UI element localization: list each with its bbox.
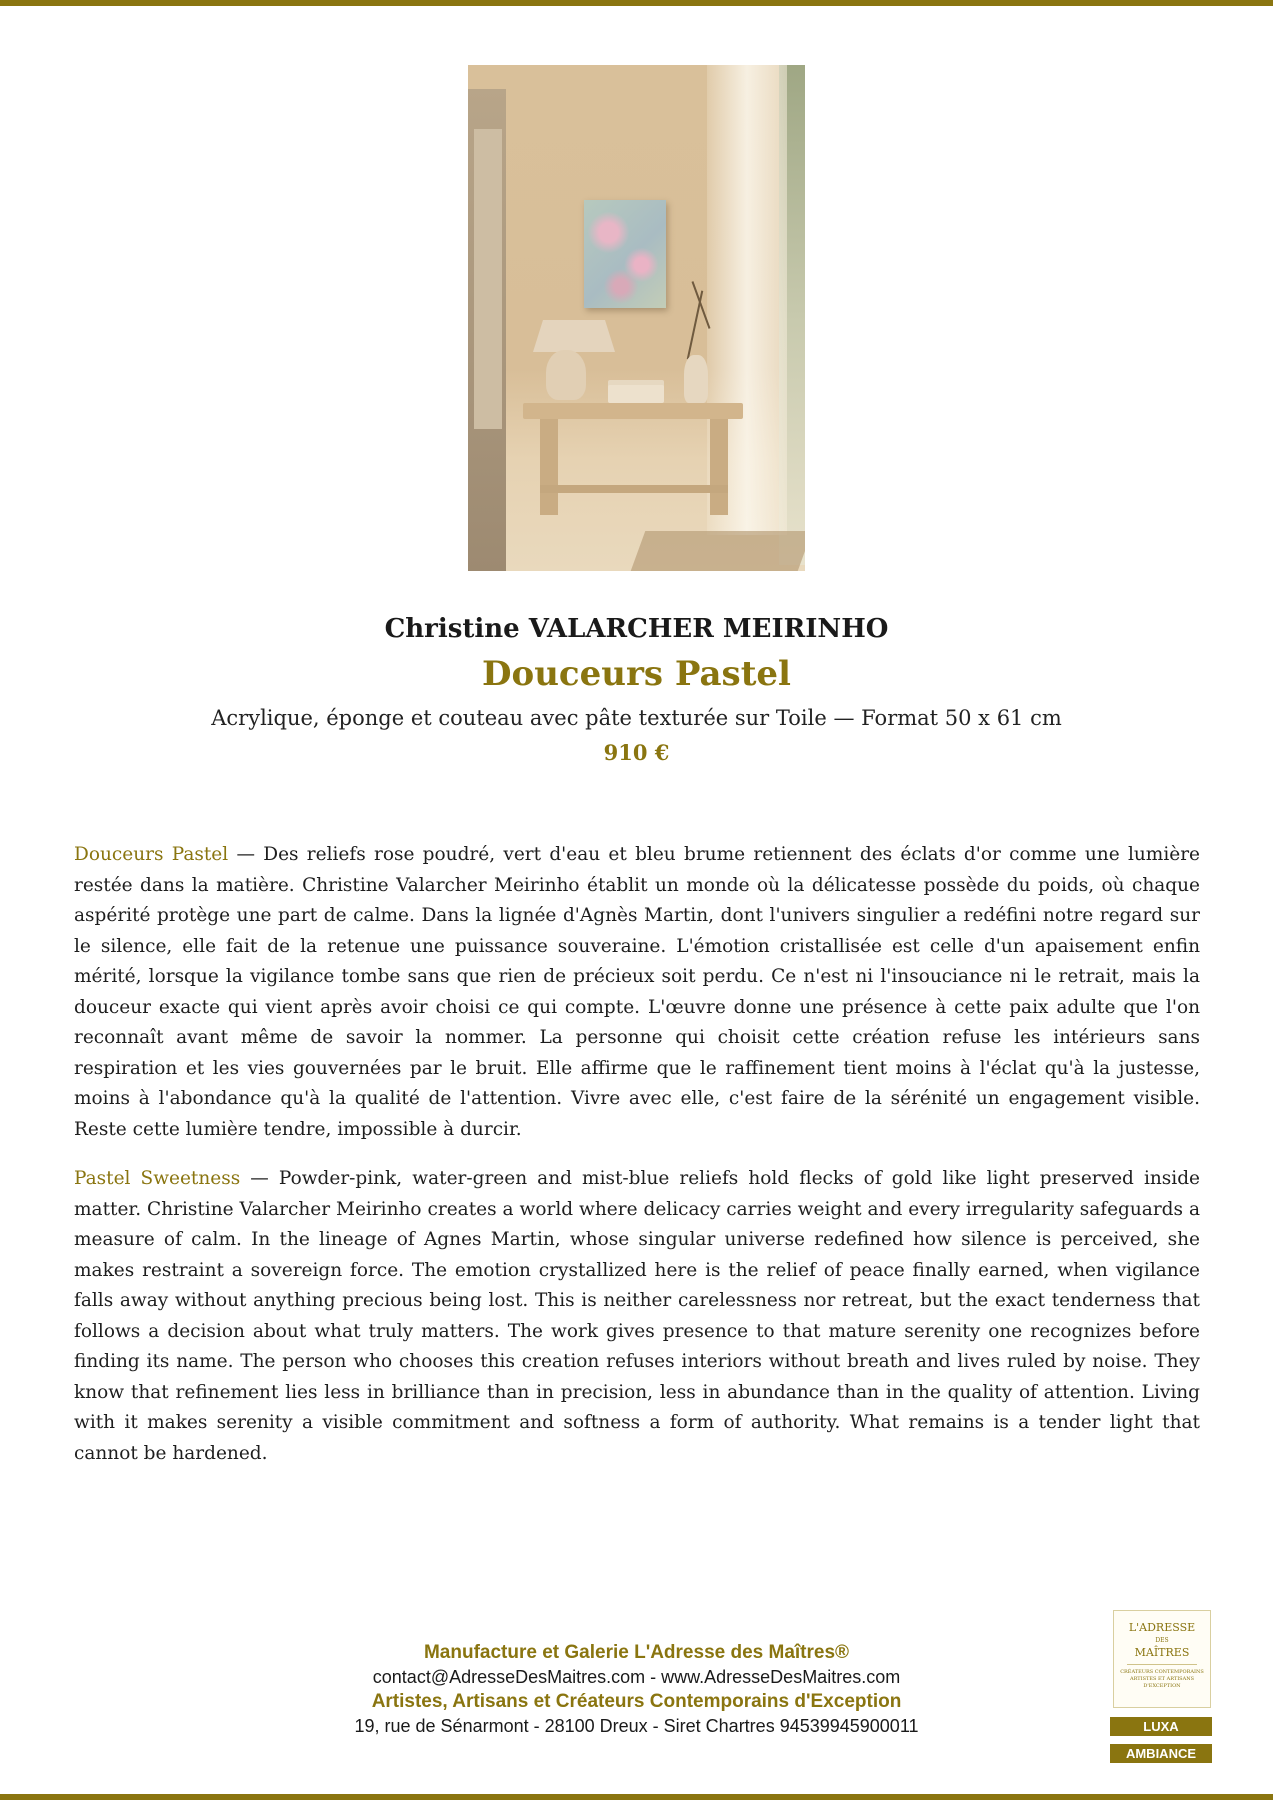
description-english-text: — Powder-pink, water-green and mist-blue reliefs hold flecks of gold like light preserved inside matter. Christine Valarcher Meirinho creates a world where delicacy carries weight and every irregularity safeguards a measure of calm. In the lineage of Agnes Martin, whose singular universe redefined how silence is perceived, she makes restraint a sovereign force. The emotion crystallized here is the relief of peace finally earned, when vigilance falls away without anything precious being lost. This is neither carelessness nor retreat, but the exact tenderness that follows a decision about what truly matters. The work gives presence to that mature serenity one recognizes before finding its name. The person who chooses this creation refuses interiors without breath and lives ruled by noise. They know that refinement lies less in brilliance than in precision, less in abundance than in the quality of attention. Living with it makes serenity a visible commitment and softness a form of authority. What remains is a tender light that cannot be hardened.: [74, 1168, 1200, 1464]
badge-luxa: LUXA: [1110, 1717, 1212, 1736]
photo-books: [608, 385, 664, 403]
top-border: [0, 0, 1273, 6]
badge-ambiance: AMBIANCE: [1110, 1744, 1212, 1763]
description-english: [74, 1164, 1200, 1469]
footer-address: 19, rue de Sénarmont - 28100 Dreux - Siret Chartres 94539945900011: [354, 1716, 919, 1736]
medium-format: Acrylique, éponge et couteau avec pâte texturée sur Toile — Format 50 x 61 cm: [211, 706, 1062, 730]
footer: [0, 1640, 1273, 1738]
footer-contact: contact@AdresseDesMaitres.com - www.AdresseDesMaitres.com: [372, 1667, 901, 1687]
photo-lamp: [533, 320, 615, 352]
artist-name: Christine VALARCHER MEIRINHO: [384, 614, 889, 644]
footer-tagline: Artistes, Artisans et Créateurs Contemporains d'Exception: [371, 1691, 902, 1712]
artwork-title: Douceurs Pastel: [482, 654, 791, 694]
artwork-room-photo: [468, 65, 805, 571]
footer-gallery-name: Manufacture et Galerie L'Adresse des Maîtres®: [423, 1642, 850, 1663]
bottom-border: [0, 1794, 1273, 1800]
price: 910 €: [603, 740, 670, 765]
gallery-logo: L'ADRESSE DES MAÎTRES CRÉATEURS CONTEMPORAINS ARTISTES ET ARTISANS D'EXCEPTION: [1113, 1610, 1211, 1708]
description-french: [74, 840, 1200, 1145]
description-french-lead: Douceurs Pastel: [74, 844, 229, 865]
photo-console-table: [523, 403, 743, 419]
description-french-text: — Des reliefs rose poudré, vert d'eau et bleu brume retiennent des éclats d'or comme une lumière restée dans la matière. Christine Valarcher Meirinho établit un monde où la délicatesse possède du poids, où chaque aspérité protège une part de calme. Dans la lignée d'Agnès Martin, dont l'univers singulier a redéfini notre regard sur le silence, elle fait de la retenue une puissance souveraine. L'émotion cristallisée est celle d'un apaisement enfin mérité, lorsque la vigilance tombe sans que rien de précieux soit perdu. Ce n'est ni l'insouciance ni le retrait, mais la douceur exacte qui vient après avoir choisi ce qui compte. L'œuvre donne une présence à cette paix adulte que l'on reconnaît avant même de savoir la nommer. La personne qui choisit cette création refuse les intérieurs sans respiration et les vies gouvernées par le bruit. Elle affirme que le raffinement tient moins à l'éclat qu'à la justesse, moins à l'abondance qu'à la qualité de l'attention. Vivre avec elle, c'est faire de la sérénité un engagement visible. Reste cette lumière tendre, impossible à durcir.: [74, 844, 1200, 1140]
description-english-lead: Pastel Sweetness: [74, 1168, 241, 1189]
photo-vase: [684, 355, 708, 403]
photo-doorway: [468, 89, 506, 571]
painting-on-wall: [584, 200, 666, 308]
photo-rug: [631, 531, 805, 571]
